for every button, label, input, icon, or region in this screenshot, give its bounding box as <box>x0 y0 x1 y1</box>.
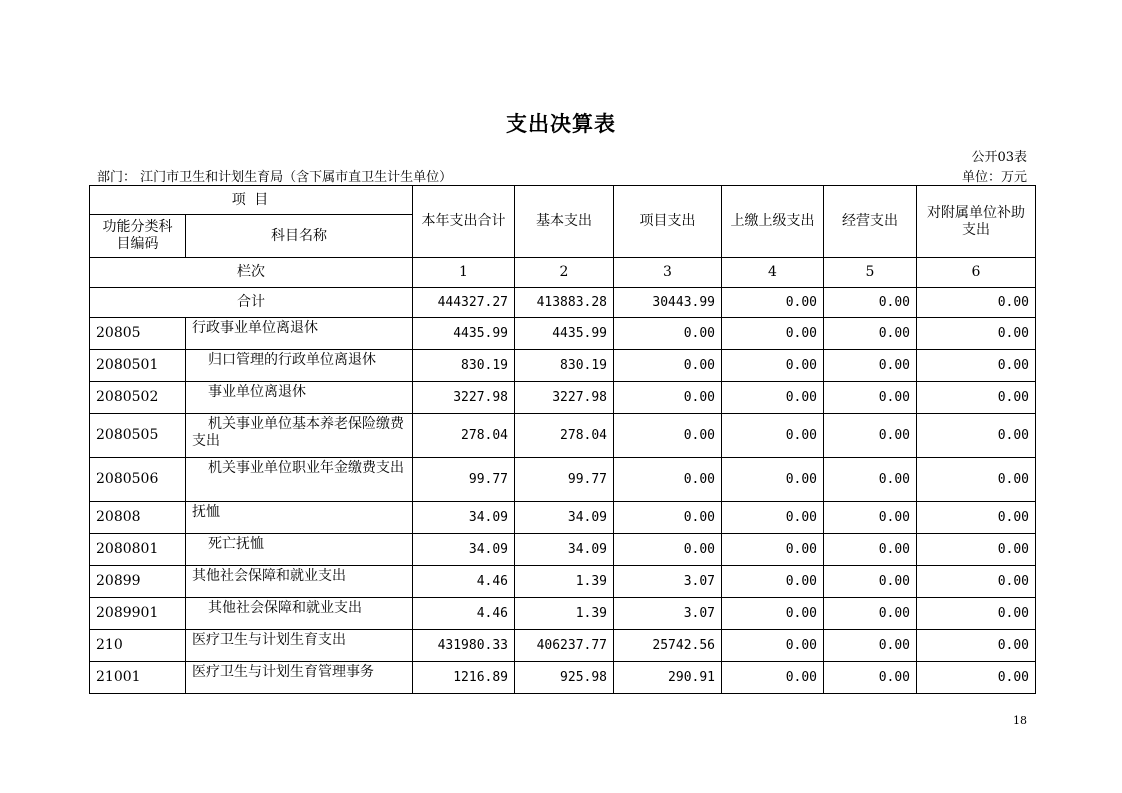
row-name: 归口管理的行政单位离退休 <box>186 350 413 382</box>
row-value: 0.00 <box>614 382 722 414</box>
row-value: 0.00 <box>917 350 1036 382</box>
row-value: 3.07 <box>614 566 722 598</box>
row-value: 1.39 <box>515 566 614 598</box>
row-value: 0.00 <box>824 662 917 694</box>
row-value: 1216.89 <box>413 662 515 694</box>
row-name: 医疗卫生与计划生育管理事务 <box>186 662 413 694</box>
header-total-expenditure: 本年支出合计 <box>413 186 515 258</box>
row-value: 0.00 <box>722 458 824 502</box>
row-value: 0.00 <box>917 458 1036 502</box>
total-value: 0.00 <box>722 288 824 318</box>
row-value: 0.00 <box>614 318 722 350</box>
row-value: 0.00 <box>722 662 824 694</box>
row-name: 其他社会保障和就业支出 <box>186 598 413 630</box>
row-value: 3227.98 <box>515 382 614 414</box>
row-value: 4.46 <box>413 566 515 598</box>
row-value: 0.00 <box>824 350 917 382</box>
row-value: 0.00 <box>722 502 824 534</box>
row-code: 2080501 <box>90 350 186 382</box>
row-value: 830.19 <box>413 350 515 382</box>
column-index: 5 <box>824 258 917 288</box>
row-value: 0.00 <box>917 382 1036 414</box>
row-value: 0.00 <box>824 630 917 662</box>
row-code: 20805 <box>90 318 186 350</box>
header-operating-expenditure: 经营支出 <box>824 186 917 258</box>
page-number: 18 <box>1013 714 1027 727</box>
table-row <box>90 534 1036 566</box>
row-value: 99.77 <box>413 458 515 502</box>
row-value: 4435.99 <box>515 318 614 350</box>
row-value: 0.00 <box>917 630 1036 662</box>
header-subsidiary-subsidy: 对附属单位补助支出 <box>917 186 1036 258</box>
total-value: 30443.99 <box>614 288 722 318</box>
row-value: 0.00 <box>824 566 917 598</box>
row-value: 0.00 <box>722 566 824 598</box>
row-value: 0.00 <box>824 598 917 630</box>
header-item: 项 目 <box>90 186 413 215</box>
row-value: 34.09 <box>515 502 614 534</box>
total-row <box>90 288 1036 318</box>
row-value: 34.09 <box>413 534 515 566</box>
table-row <box>90 662 1036 694</box>
row-value: 0.00 <box>824 502 917 534</box>
table-row <box>90 318 1036 350</box>
row-value: 0.00 <box>722 350 824 382</box>
table-row <box>90 350 1036 382</box>
row-name: 抚恤 <box>186 502 413 534</box>
form-number: 公开03表 <box>971 150 1027 165</box>
row-value: 290.91 <box>614 662 722 694</box>
row-value: 0.00 <box>722 598 824 630</box>
row-code: 2080506 <box>90 458 186 502</box>
row-value: 0.00 <box>614 502 722 534</box>
department-label: 部门： 江门市卫生和计划生育局（含下属市直卫生计生单位） <box>97 170 453 185</box>
total-value: 413883.28 <box>515 288 614 318</box>
table-row <box>90 566 1036 598</box>
row-value: 4435.99 <box>413 318 515 350</box>
row-value: 99.77 <box>515 458 614 502</box>
row-value: 0.00 <box>824 318 917 350</box>
column-index-label: 栏次 <box>90 258 413 288</box>
row-value: 0.00 <box>722 534 824 566</box>
row-value: 278.04 <box>515 414 614 458</box>
row-code: 2080505 <box>90 414 186 458</box>
row-value: 0.00 <box>824 414 917 458</box>
row-value: 0.00 <box>614 534 722 566</box>
table-row <box>90 414 1036 458</box>
row-code: 20808 <box>90 502 186 534</box>
row-value: 0.00 <box>722 630 824 662</box>
row-code: 20899 <box>90 566 186 598</box>
row-value: 0.00 <box>722 414 824 458</box>
row-name: 事业单位离退休 <box>186 382 413 414</box>
header-project-expenditure: 项目支出 <box>614 186 722 258</box>
row-value: 925.98 <box>515 662 614 694</box>
row-value: 0.00 <box>917 534 1036 566</box>
row-value: 4.46 <box>413 598 515 630</box>
row-value: 0.00 <box>824 458 917 502</box>
row-value: 1.39 <box>515 598 614 630</box>
header-basic-expenditure: 基本支出 <box>515 186 614 258</box>
total-label: 合计 <box>90 288 413 318</box>
row-value: 0.00 <box>917 318 1036 350</box>
page-title: 支出决算表 <box>506 111 616 136</box>
row-value: 0.00 <box>824 534 917 566</box>
unit-label: 单位：万元 <box>961 170 1027 185</box>
column-index: 3 <box>614 258 722 288</box>
column-index: 4 <box>722 258 824 288</box>
row-name: 死亡抚恤 <box>186 534 413 566</box>
table-row <box>90 502 1036 534</box>
table-row <box>90 630 1036 662</box>
table-row <box>90 598 1036 630</box>
row-value: 0.00 <box>824 382 917 414</box>
row-value: 0.00 <box>917 662 1036 694</box>
column-index: 6 <box>917 258 1036 288</box>
row-value: 0.00 <box>614 458 722 502</box>
row-value: 25742.56 <box>614 630 722 662</box>
row-value: 0.00 <box>917 566 1036 598</box>
row-value: 0.00 <box>614 350 722 382</box>
header-remit-superior: 上缴上级支出 <box>722 186 824 258</box>
total-value: 0.00 <box>824 288 917 318</box>
row-value: 0.00 <box>917 414 1036 458</box>
row-name: 机关事业单位基本养老保险缴费支出 <box>186 414 413 458</box>
row-value: 830.19 <box>515 350 614 382</box>
row-code: 2080502 <box>90 382 186 414</box>
column-index: 1 <box>413 258 515 288</box>
row-code: 21001 <box>90 662 186 694</box>
row-value: 406237.77 <box>515 630 614 662</box>
row-value: 0.00 <box>614 414 722 458</box>
row-code: 2080801 <box>90 534 186 566</box>
expenditure-table <box>89 185 1036 694</box>
header-subject-name: 科目名称 <box>186 215 413 258</box>
row-value: 3227.98 <box>413 382 515 414</box>
row-name: 其他社会保障和就业支出 <box>186 566 413 598</box>
row-name: 行政事业单位离退休 <box>186 318 413 350</box>
row-value: 0.00 <box>722 382 824 414</box>
column-index-row <box>90 258 1036 288</box>
column-index: 2 <box>515 258 614 288</box>
table-row <box>90 382 1036 414</box>
row-value: 34.09 <box>413 502 515 534</box>
row-name: 医疗卫生与计划生育支出 <box>186 630 413 662</box>
row-value: 0.00 <box>917 502 1036 534</box>
row-value: 278.04 <box>413 414 515 458</box>
row-name: 机关事业单位职业年金缴费支出 <box>186 458 413 502</box>
row-value: 34.09 <box>515 534 614 566</box>
row-value: 431980.33 <box>413 630 515 662</box>
total-value: 0.00 <box>917 288 1036 318</box>
header-func-code: 功能分类科目编码 <box>90 215 186 258</box>
row-value: 3.07 <box>614 598 722 630</box>
row-value: 0.00 <box>722 318 824 350</box>
total-value: 444327.27 <box>413 288 515 318</box>
table-row <box>90 458 1036 502</box>
row-value: 0.00 <box>917 598 1036 630</box>
row-code: 2089901 <box>90 598 186 630</box>
row-code: 210 <box>90 630 186 662</box>
